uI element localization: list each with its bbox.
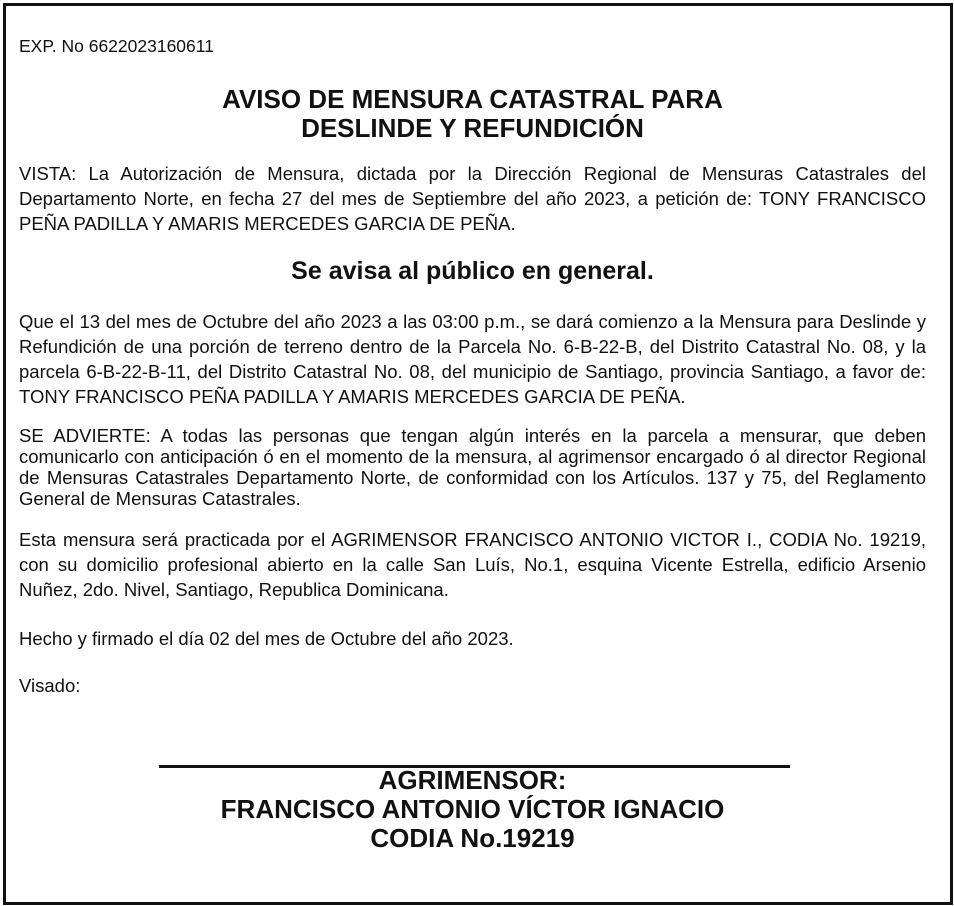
signature-codia: CODIA No.19219 — [370, 823, 575, 853]
visado-label: Visado: — [19, 675, 81, 696]
signature-block — [19, 766, 926, 853]
survey-date-paragraph: Que el 13 del mes de Octubre del año 2023 a las 03:00 p.m., se dará comienzo a la Mensura para Deslinde y Refundición de una porción de terreno dentro de la Parcela No. 6-B-22-B, del Distrito Catastral No. 08, y la parcela 6-B-22-B-11, del Distrito Catastral No. 08, del municipio de Santiago, provincia Santiago, a favor de: TONY FRANCISCO PEÑA PADILLA Y AMARIS MERCEDES GARCIA DE PEÑA. — [19, 311, 926, 407]
notice-content — [19, 35, 926, 717]
expedient-number: EXP. No 6622023160611 — [19, 36, 214, 56]
notice-title-line-2: DESLINDE Y REFUNDICIÓN — [301, 113, 644, 143]
surveyor-paragraph: Esta mensura será practicada por el AGRIMENSOR FRANCISCO ANTONIO VICTOR I., CODIA No. 19219, con su domicilio profesional abierto en la calle San Luís, No.1, esquina Vicente Estrella, edificio Arsenio Nuñez, 2do. Nivel, Santiago, Republica Dominicana. — [19, 529, 926, 600]
signature-role: AGRIMENSOR: — [378, 765, 567, 795]
warning-paragraph: SE ADVIERTE: A todas las personas que tengan algún interés en la parcela a mensurar, que deben comunicarlo con anticipación ó en el momento de la mensura, al agrimensor encargado ó al director Regional de Mensuras Catastrales Departamento Norte, de conformidad con los Artículos. 137 y 75, del Reglamento General de Mensuras Catastrales. — [19, 425, 926, 509]
vista-paragraph: VISTA: La Autorización de Mensura, dictada por la Dirección Regional de Mensuras Catastrales del Departamento Norte, en fecha 27 del mes de Septiembre del año 2023, a petición de: TONY FRANCISCO PEÑA PADILLA Y AMARIS MERCEDES GARCIA DE PEÑA. — [19, 163, 926, 234]
signed-date-line: Hecho y firmado el día 02 del mes de Octubre del año 2023. — [19, 628, 514, 649]
notice-title-line-1: AVISO DE MENSURA CATASTRAL PARA — [222, 84, 723, 114]
public-notice-heading: Se avisa al público en general. — [291, 257, 654, 285]
notice-title — [19, 85, 926, 143]
signature-name: FRANCISCO ANTONIO VÍCTOR IGNACIO — [220, 794, 725, 824]
